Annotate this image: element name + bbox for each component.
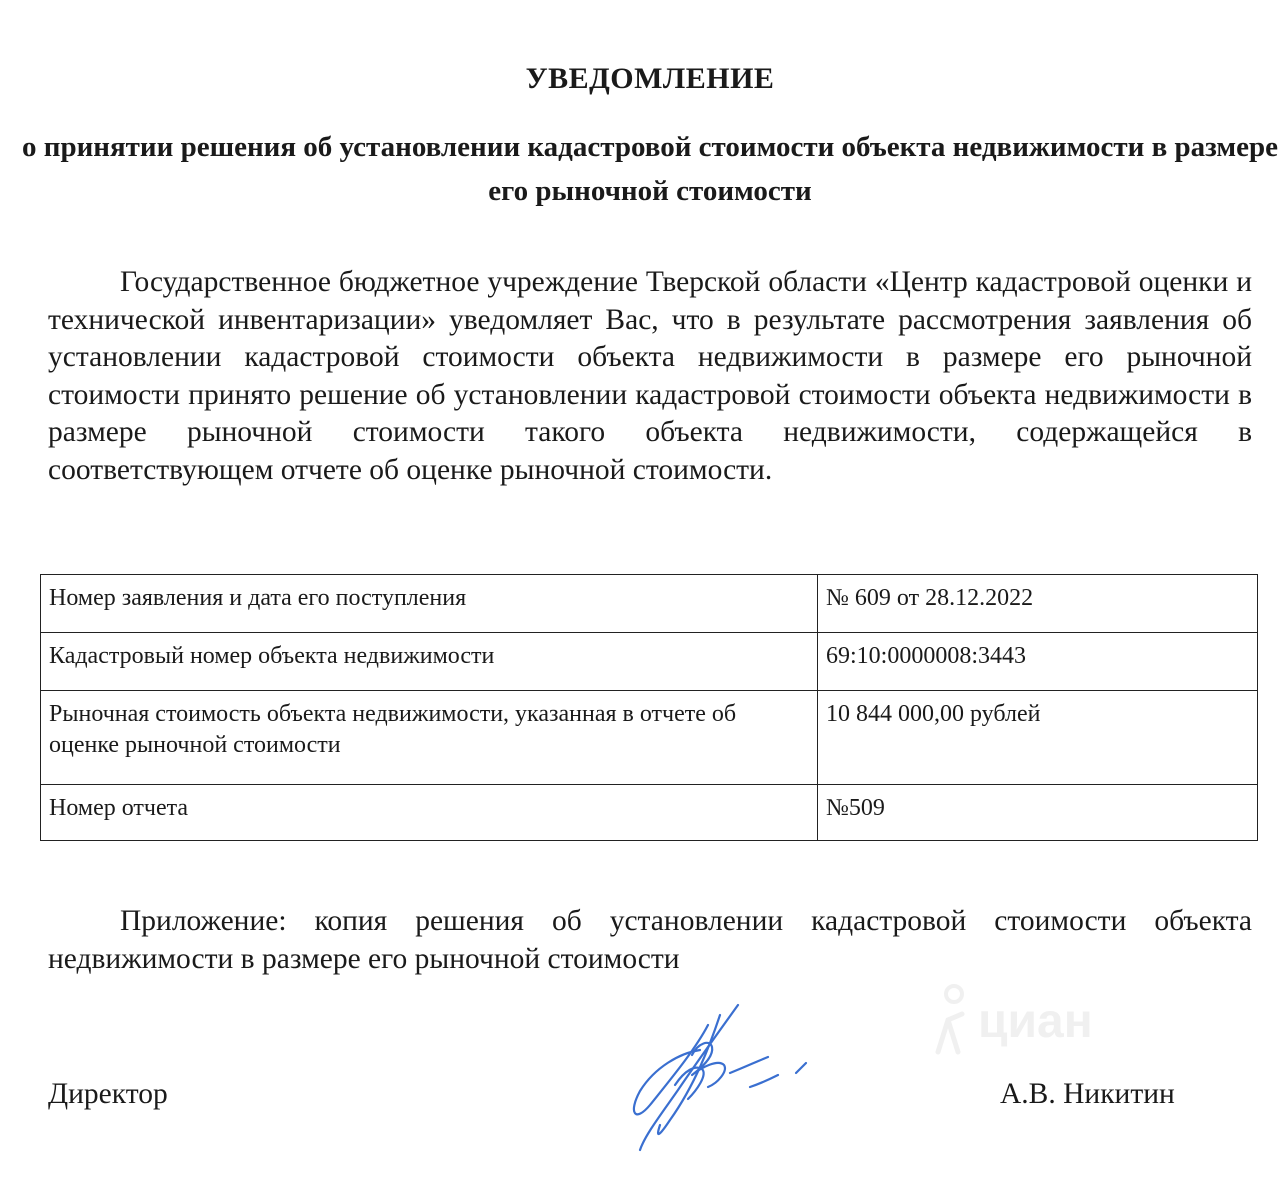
table-row — [41, 575, 1258, 633]
table-cell-label: Кадастровый номер объекта недвижимости — [41, 633, 818, 691]
info-table — [40, 574, 1258, 841]
table-row — [41, 785, 1258, 841]
document-subtitle — [0, 125, 1280, 213]
watermark-text: циан — [978, 995, 1093, 1048]
table-cell-label: Рыночная стоимость объекта недвижимости, указанная в отчете об оценке рыночной стоимости — [41, 691, 818, 785]
table-cell-label: Номер отчета — [41, 785, 818, 841]
table-cell-value: № 609 от 28.12.2022 — [818, 575, 1258, 633]
table-cell-value: №509 — [818, 785, 1258, 841]
signatory-position: Директор — [48, 1078, 168, 1110]
table-cell-value: 10 844 000,00 рублей — [818, 691, 1258, 785]
table-row — [41, 691, 1258, 785]
table-row — [41, 633, 1258, 691]
cian-watermark — [918, 980, 1138, 1060]
document-subtitle-text: о принятии решения об установлении кадастровой стоимости объекта недвижимости в размере его рыночной стоимости — [21, 131, 1278, 207]
table-cell-label: Номер заявления и дата его поступления — [41, 575, 818, 633]
watermark-person-icon — [918, 980, 978, 1060]
signatory-name: А.В. Никитин — [1000, 1078, 1175, 1110]
handwritten-signature — [600, 995, 830, 1165]
table-cell-value: 69:10:0000008:3443 — [818, 633, 1258, 691]
document-title: УВЕДОМЛЕНИЕ — [525, 62, 775, 95]
appendix-text: Приложение: копия решения об установлении кадастровой стоимости объекта недвижимости в размере его рыночной стоимости — [48, 905, 1252, 975]
document-body: Государственное бюджетное учреждение Тверской области «Центр кадастровой оценки и технической инвентаризации» уведомляет Вас, что в результате рассмотрения заявления об установлении кадастровой стоимости объекта недвижимости в размере его рыночной стоимости принято решение об установлении кадастровой стоимости объекта недвижимости в размере рыночной стоимости такого объекта недвижимости, содержащейся в соответствующем отчете об оценке рыночной стоимости. — [48, 266, 1252, 486]
